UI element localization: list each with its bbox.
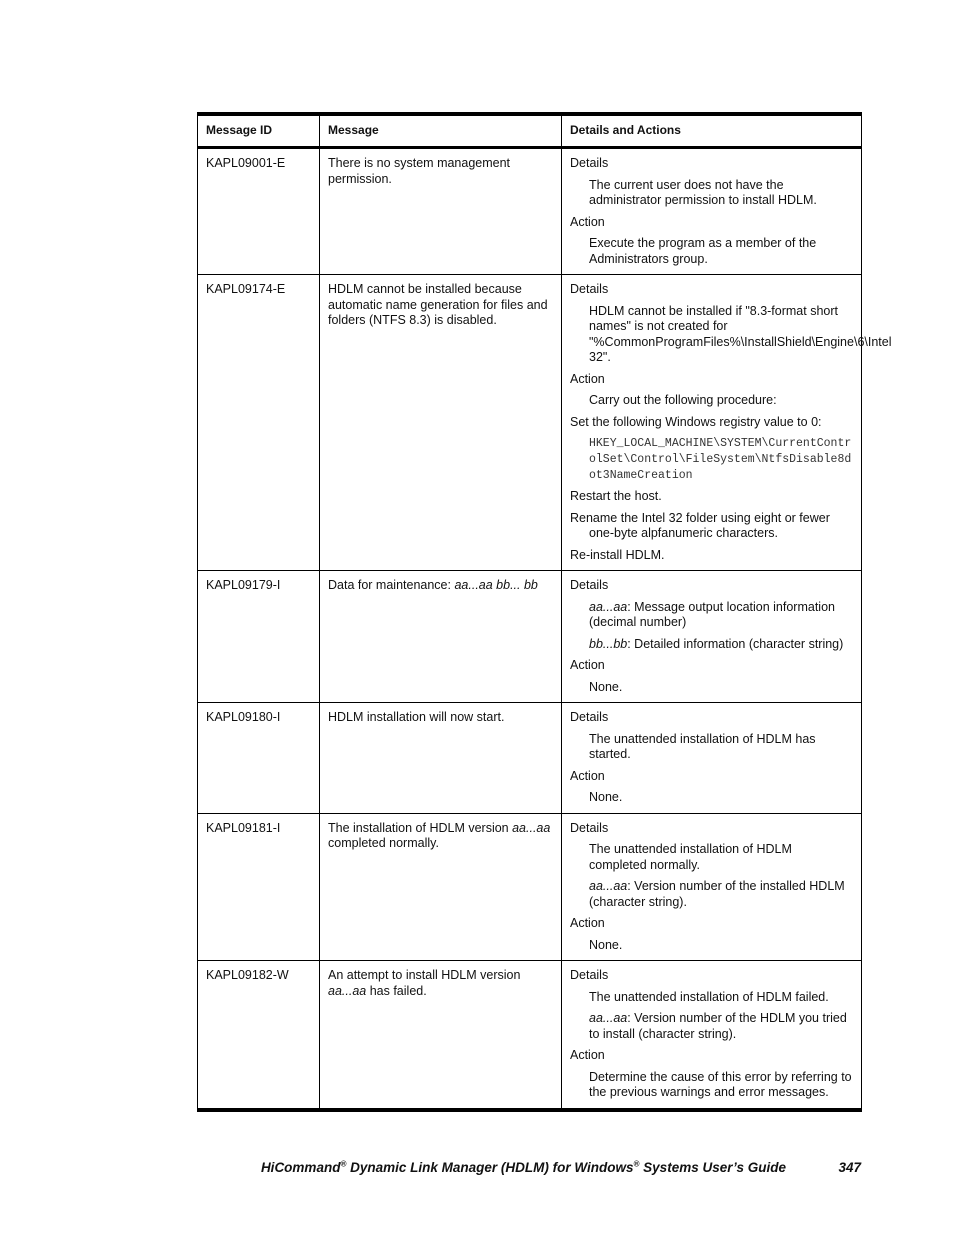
- details-cell: [562, 961, 862, 1110]
- footer-title-text: Systems User’s Guide: [639, 1160, 786, 1175]
- footer-title-text: Dynamic Link Manager (HDLM) for Windows: [346, 1160, 634, 1175]
- detail-text: [570, 600, 853, 631]
- registry-path: [570, 436, 853, 484]
- registered-mark: ®: [633, 1159, 640, 1169]
- detail-content: Execute the program as a member of the Administrators group.: [589, 236, 817, 266]
- detail-content: The unattended installation of HDLM completed normally.: [589, 842, 792, 872]
- header-message-id: Message ID: [198, 114, 320, 148]
- message-table: [197, 112, 892, 1112]
- message-text: The installation of HDLM version: [328, 820, 513, 835]
- section-label: [570, 769, 853, 785]
- message-text: HDLM installation will now start.: [328, 710, 505, 724]
- message-cell: [320, 571, 562, 703]
- table-row: [198, 148, 862, 275]
- detail-text: [570, 178, 853, 209]
- section-label: [570, 821, 853, 837]
- detail-content: HDLM cannot be installed if "8.3-format short names" is not created for "%CommonProgramFiles%\InstallShield\Engine\6\Intel 32".: [589, 303, 892, 364]
- section-label: [570, 156, 853, 172]
- detail-variable: aa...aa: [589, 879, 628, 893]
- detail-content: None.: [589, 790, 623, 804]
- section-label: [570, 710, 853, 726]
- message-variable: aa...aa: [512, 820, 551, 835]
- message-text: There is no system management permission.: [328, 156, 511, 186]
- message-variable: aa...aa bb... bb: [454, 578, 538, 592]
- detail-content: The unattended installation of HDLM has started.: [589, 731, 816, 761]
- section-label: [570, 916, 853, 932]
- detail-content: None.: [589, 937, 623, 952]
- section-label: [570, 968, 853, 984]
- message-text: HDLM cannot be installed because automatic name generation for files and folders (NTFS 8.3) is disabled.: [328, 282, 548, 327]
- detail-text: [570, 1070, 853, 1101]
- detail-content: Rename the Intel 32 folder using eight or fewer one-byte alpfanumeric characters.: [570, 510, 830, 540]
- detail-text: [570, 680, 853, 696]
- detail-content: Set the following Windows registry value to 0:: [570, 414, 822, 429]
- detail-content: Action: [570, 1048, 605, 1062]
- procedure-step: [570, 548, 853, 564]
- message-id-cell: KAPL09001-E: [198, 148, 320, 275]
- detail-content: Action: [570, 658, 605, 672]
- message-cell: [320, 813, 562, 961]
- detail-content: Details: [570, 710, 609, 724]
- detail-content: : Version number of the installed HDLM (character string).: [589, 879, 845, 909]
- detail-content: Action: [570, 214, 605, 229]
- section-label: [570, 372, 853, 388]
- table-body: [198, 148, 892, 1110]
- footer-title: [261, 1160, 786, 1175]
- page-footer: [197, 1160, 861, 1178]
- section-label: [570, 658, 853, 674]
- detail-content: : Version number of the HDLM you tried to install (character string).: [589, 1011, 847, 1041]
- detail-content: Re-install HDLM.: [570, 547, 665, 562]
- detail-content: Details: [570, 156, 609, 170]
- detail-content: HKEY_LOCAL_MACHINE\SYSTEM\CurrentControlSet\Control\FileSystem\NtfsDisable8dot3NameCreation: [589, 437, 852, 482]
- detail-content: Details: [570, 820, 609, 835]
- details-cell: [562, 148, 862, 275]
- detail-text: [570, 990, 853, 1006]
- message-cell: [320, 703, 562, 814]
- detail-text: [570, 303, 892, 366]
- detail-text: [570, 1011, 853, 1042]
- detail-text: [570, 637, 853, 653]
- detail-variable: aa...aa: [589, 599, 628, 614]
- detail-text: [570, 938, 853, 954]
- message-id-cell: KAPL09182-W: [198, 961, 320, 1110]
- procedure-step: [570, 489, 853, 505]
- section-label: [570, 215, 853, 231]
- message-cell: [320, 961, 562, 1110]
- detail-variable: bb...bb: [589, 636, 628, 651]
- details-cell: [562, 813, 862, 961]
- table-row: [198, 961, 862, 1110]
- detail-text: [570, 236, 853, 267]
- page-number: 347: [838, 1160, 861, 1175]
- detail-text: [570, 732, 853, 763]
- detail-content: Action: [570, 768, 605, 783]
- section-label: [570, 578, 853, 594]
- details-cell: [562, 703, 862, 814]
- message-cell: [320, 275, 562, 571]
- detail-text: [570, 842, 853, 873]
- detail-text: [570, 879, 853, 910]
- message-text: has failed.: [366, 983, 427, 998]
- message-variable: aa...aa: [328, 983, 367, 998]
- message-id-cell: KAPL09179-I: [198, 571, 320, 703]
- detail-content: : Detailed information (character string): [627, 636, 844, 651]
- detail-content: Details: [570, 968, 609, 982]
- footer-title-text: HiCommand: [260, 1160, 341, 1175]
- detail-content: The current user does not have the administrator permission to install HDLM.: [589, 177, 817, 207]
- detail-content: Details: [570, 578, 609, 592]
- table-row: [198, 571, 862, 703]
- detail-content: Restart the host.: [570, 489, 662, 503]
- detail-content: Carry out the following procedure:: [589, 393, 777, 407]
- table-row: [198, 703, 862, 814]
- procedure-step: [570, 415, 853, 431]
- header-message: Message: [320, 114, 562, 148]
- section-label: [570, 1048, 853, 1064]
- message-id-cell: KAPL09174-E: [198, 275, 320, 571]
- message-id-cell: KAPL09180-I: [198, 703, 320, 814]
- detail-content: The unattended installation of HDLM failed.: [589, 989, 829, 1004]
- detail-content: Details: [570, 282, 609, 296]
- details-cell: [562, 571, 862, 703]
- registered-mark: ®: [340, 1159, 347, 1169]
- header-details-and-actions: Details and Actions: [562, 114, 862, 148]
- details-cell: [562, 275, 892, 571]
- detail-variable: aa...aa: [589, 1011, 628, 1025]
- message-text: An attempt to install HDLM version: [328, 968, 521, 982]
- section-label: [570, 282, 853, 298]
- detail-content: : Message output location information (decimal number): [589, 599, 835, 629]
- detail-content: None.: [589, 679, 623, 694]
- message-cell: [320, 148, 562, 275]
- detail-text: [570, 393, 853, 409]
- detail-content: Action: [570, 371, 605, 386]
- detail-text: [570, 790, 853, 806]
- detail-content: Determine the cause of this error by referring to the previous warnings and error messages.: [589, 1069, 852, 1099]
- detail-content: Action: [570, 916, 605, 930]
- table-header-row: [198, 114, 862, 148]
- table-row: [198, 813, 862, 961]
- procedure-step: [570, 511, 853, 542]
- message-id-cell: KAPL09181-I: [198, 813, 320, 961]
- table-row: [198, 275, 862, 571]
- message-text: Data for maintenance:: [328, 578, 455, 592]
- message-text: completed normally.: [328, 836, 439, 850]
